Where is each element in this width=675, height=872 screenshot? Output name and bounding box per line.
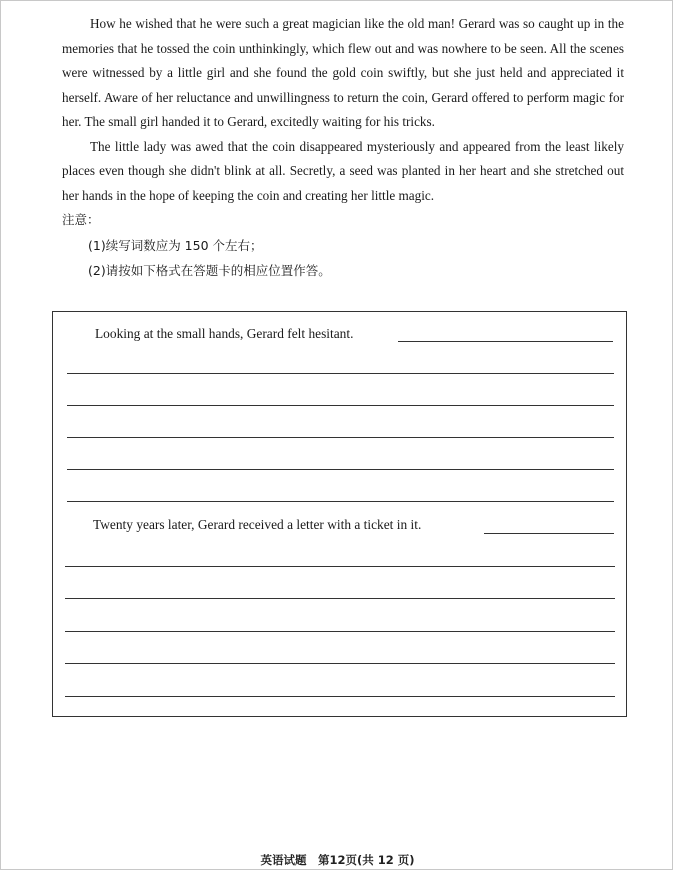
answer-line[interactable] [67,501,614,502]
note-item-1: (1)续写词数应为 150 个左右； [88,237,263,253]
answer-line[interactable] [67,405,614,406]
answer-line[interactable] [65,598,615,599]
passage [62,12,624,283]
answer-line[interactable] [398,341,613,342]
passage-paragraph-1: How he wished that he were such a great magician like the old man! Gerard was so caught up in the memories that he tossed the coin unthinkingly, which flew out and was nowhere to be seen. All the scenes were witnessed by a little girl and she found the gold coin swiftly, but she just held and appreciated it herself. Aware of her reluctance and unwillingness to return the coin, Gerard offered to perform magic for her. The small girl handed it to Gerard, excitedly waiting for his tricks. [62,16,624,129]
answer-line[interactable] [67,469,614,470]
answer-prompt-2: Twenty years later, Gerard received a letter with a ticket in it. [93,517,422,532]
answer-line[interactable] [65,631,615,632]
answer-line[interactable] [65,663,615,664]
notes-title: 注意： [62,212,100,227]
page-footer: 英语试题 第12页(共 12 页) [260,853,415,867]
passage-paragraph-2: The little lady was awed that the coin disappeared mysteriously and appeared from the least likely places even though she didn't blink at all. Secretly, a seed was planted in her heart and she stretched out her hands in the hope of keeping the coin and creating her little magic. [62,138,624,203]
answer-box [52,311,627,717]
answer-line[interactable] [484,533,614,534]
answer-line[interactable] [65,566,615,567]
note-item-2: (2)请按如下格式在答题卡的相应位置作答。 [88,262,331,278]
answer-line[interactable] [67,437,614,438]
answer-prompt-1: Looking at the small hands, Gerard felt hesitant. [95,326,354,341]
answer-line[interactable] [65,696,615,697]
answer-line[interactable] [67,373,614,374]
